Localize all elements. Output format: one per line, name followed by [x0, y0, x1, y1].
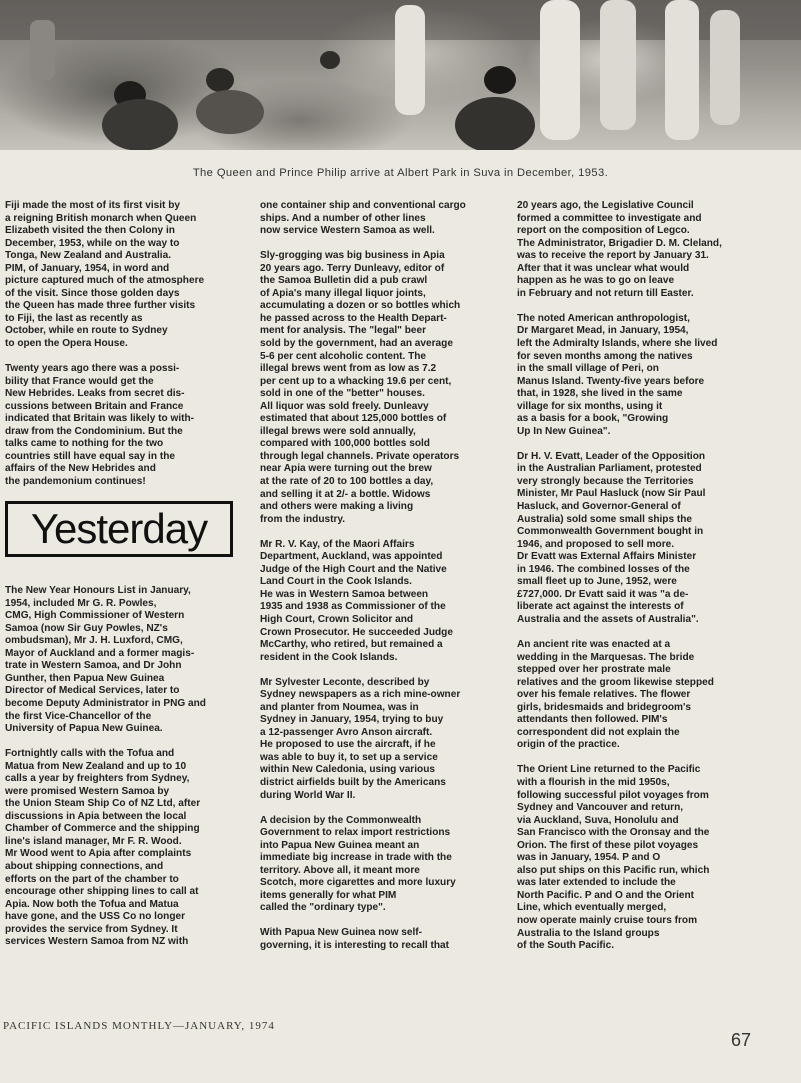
article-marquesas-wedding: An ancient rite was enacted at a wedding in the Marquesas. The bride stepped over her prostrate male relatives and the groom likewise stepped over his female relatives. The flower girls, bridesmaids and bridegroom's attendants then followed. PIM's correspondent did not explain the origin of the practice.: [517, 639, 714, 751]
article-orient-line: The Orient Line returned to the Pacific with a flourish in the mid 1950s, following successful pilot voyages from Sydney and Vancouver and return, via Auckland, Suva, Honolulu and San Francisco with the Oronsay and the Orion. The first of these pilot voyages was in January, 1954. P and O also put ships on this Pacific run, which was later extended to include the North Pacific. P and O and the Orient Line, which eventually merged, now operate mainly cruise tours from Australia to the Island groups of the South Pacific.: [517, 764, 710, 952]
article-shipping-calls: Fortnightly calls with the Tofua and Matua from New Zealand and up to 10 calls a year by freighters from Sydney, were promised Western Samoa by the Union Steam Ship Co of NZ Ltd, after discussions in Apia between the local Chamber of Commerce and the shipping line's island manager, Mr F. R. Wood. Mr Wood went to Apia after complaints about shipping connections, and efforts on the part of the chamber to encourage other shipping lines to call at Apia. Now both the Tofua and Matua have gone, and the USS Co no longer provides the service from Sydney. It services Western Samoa from NZ with: [5, 748, 201, 948]
article-shipping-continued: one container ship and conventional cargo ships. And a number of other lines now service Western Samoa as well.: [260, 200, 466, 237]
article-judge-kay: Mr R. V. Kay, of the Maori Affairs Department, Auckland, was appointed Judge of the High Court and the Native Land Court in the Cook Islands. He was in Western Samoa between 1935 and 1938 as Commissioner of the High Court, Crown Solicitor and Crown Prosecutor. He succeeded Judge McCarthy, who retired, but remained a resident in the Cook Islands.: [260, 538, 453, 663]
article-evatt-ships: Dr H. V. Evatt, Leader of the Opposition in the Australian Parliament, protested very strongly because the Territories Minister, Mr Paul Hasluck (now Sir Paul Hasluck, and Governor-General of Australia) sold some small ships the Commonwealth Government bought in 1946, and proposed to sell more. Dr Evatt was External Affairs Minister in 1946. The combined losses of the small fleet up to June, 1952, were £727,000. Dr Evatt said it was "a de- liberate act against the interests of Australia and the assets of Australia".: [517, 450, 706, 625]
article-margaret-mead: The noted American anthropologist, Dr Margaret Mead, in January, 1954, left the Admiralty Islands, where she lived for seven months among the natives in the small village of Peri, on Manus Island. Twenty-five years before that, in 1928, she lived in the same village for six months, using it as a basis for a book, "Growing Up In New Guinea".: [517, 312, 718, 437]
photo-caption: The Queen and Prince Philip arrive at Albert Park in Suva in December, 1953.: [192, 167, 609, 179]
article-fiji-royal-visit: Fiji made the most of its first visit by a reigning British monarch when Queen Elizabeth visited the then Colony in December, 1953, while on the way to Tonga, New Zealand and Australia. PIM, of January, 1954, in word and picture captured much of the atmosphere of the visit. Since those golden days the Queen has made three further visits to Fiji, the last as recently as October, while en route to Sydney to open the Opera House.: [5, 200, 205, 350]
article-leconte-aircraft: Mr Sylvester Leconte, described by Sydney newspapers as a rich mine-owner and planter from Noumea, was in Sydney in January, 1954, trying to buy a 12-passenger Avro Anson aircraft. He proposed to use the aircraft, if he was able to buy it, to set up a service within New Caledonia, using various district airfields built by the Americans during World War II.: [260, 676, 461, 801]
article-sly-grogging: Sly-grogging was big business in Apia 20 years ago. Terry Dunleavy, editor of the Samoa Bulletin did a pub crawl of Apia's many illegal liquor joints, accumulating a dozen or so bottles which he passed across to the Health Depart- ment for analysis. The "legal" beer sold by the government, had an average 5-6 per cent alcoholic content. The illegal brews went from as low as 7.2 per cent up to a whacking 19.6 per cent, sold in one of the "better" houses. All liquor was sold freely. Dunleavy estimated that about 125,000 bottles of illegal brews were sold annually, compared with 100,000 bottles sold through legal channels. Private operators near Apia were turning out the brew at the rate of 20 to 100 bottles a day, and selling it at 2/- a bottle. Widows and others were making a living from the industry.: [260, 250, 461, 525]
article-import-restrictions: A decision by the Commonwealth Government to relax import restrictions into Papua New Guinea meant an immediate big increase in trade with the territory. Above all, it meant more Scotch, more cigarettes and more luxury items generally for what PIM called the "ordinary type".: [260, 814, 456, 914]
article-honours-list: The New Year Honours List in January, 1954, included Mr G. R. Powles, CMG, High Commissioner of Western Samoa (now Sir Guy Powles, NZ's ombudsman), Mr J. H. Luxford, CMG, Mayor of Auckland and a former magis- trate in Western Samoa, and Dr John Gunther, then Papua New Guinea Director of Medical Services, later to become Deputy Administrator in PNG and the first Vice-Chancellor of the University of Papua New Guinea.: [5, 585, 206, 735]
column-3: [517, 200, 757, 965]
photo-illustration: [0, 0, 801, 158]
column-1: [5, 200, 237, 961]
column-2: [260, 200, 492, 965]
article-png-self-governing: With Papua New Guinea now self- governing, it is interesting to recall that: [260, 927, 450, 952]
section-heading: Yesterday: [30, 505, 208, 553]
page-number: 67: [730, 1030, 751, 1050]
photo-queen-arrival: [0, 0, 801, 158]
section-heading-box: [5, 501, 233, 557]
article-new-hebrides: Twenty years ago there was a possi- bility that France would get the New Hebrides. Leaks from secret dis- cussions between Britain and France indicated that Britain was likely to with- draw from the Condominium. But the talks came to nothing for the two countries still have equal say in the affairs of the New Hebrides and the pandemonium continues!: [5, 363, 195, 487]
article-legco-committee: 20 years ago, the Legislative Council formed a committee to investigate and report on the composition of Legco. The Administrator, Brigadier D. M. Cleland, was to receive the report by January 31. After that it was unclear what would happen as he was to go on leave in February and not return till Easter.: [517, 200, 722, 299]
footer-publication: PACIFIC ISLANDS MONTHLY—JANUARY, 1974: [3, 1020, 275, 1032]
